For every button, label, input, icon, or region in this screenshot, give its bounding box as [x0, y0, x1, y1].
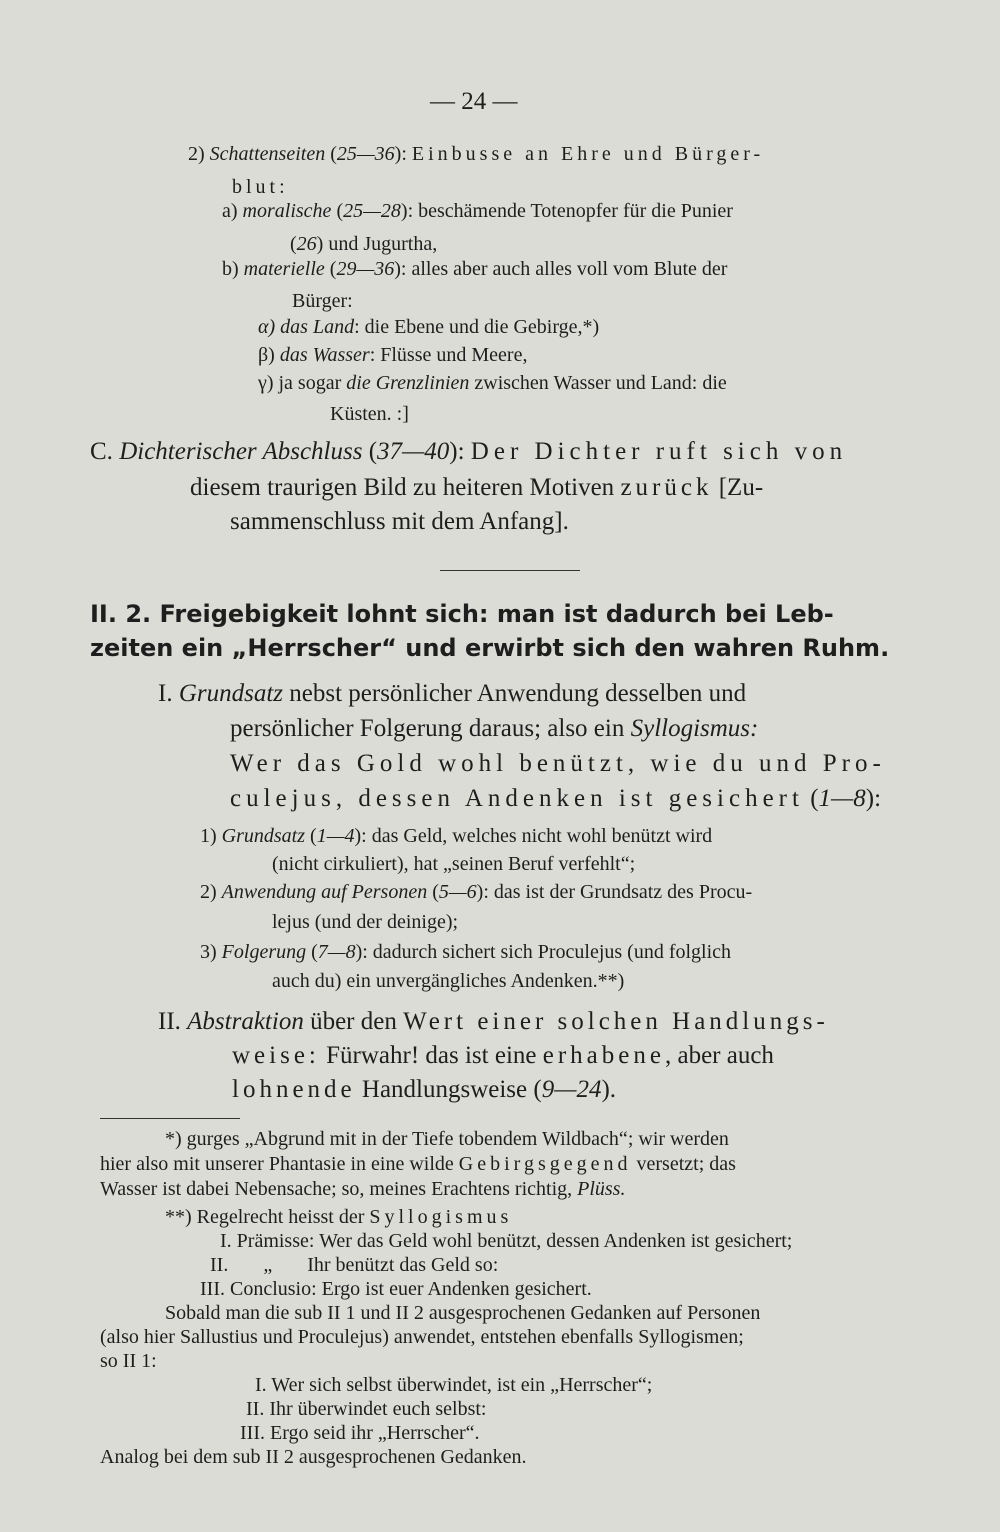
text-run: nebst persönlicher Anwendung desselben und: [283, 680, 747, 707]
text-line: [230, 715, 758, 743]
spaced-run: erhabene: [542, 1042, 665, 1069]
footnote-line: II. „ Ihr benützt das Geld so:: [210, 1254, 499, 1276]
italic-run: Abstraktion: [187, 1008, 304, 1035]
italic-run: 5—6: [438, 881, 477, 903]
section-heading: zeiten ein „Herrscher“ und erwirbt sich den wahren Ruhm.: [90, 634, 890, 662]
text-run: β): [258, 344, 280, 366]
italic-run: 37—40: [377, 438, 450, 465]
text-line: [258, 344, 527, 367]
text-line: [158, 1008, 829, 1036]
spaced-run: culejus, dessen Andenken ist gesichert: [230, 785, 804, 812]
text-run: ) und Jugurtha,: [316, 233, 438, 255]
page-number: — 24 —: [430, 88, 518, 115]
text-run: zwischen Wasser und Land: die: [469, 372, 727, 394]
text-run: ):: [865, 785, 882, 812]
text-line: [258, 316, 599, 339]
text-run: **) Regelrecht heisst der: [165, 1206, 370, 1228]
text-run: (: [324, 258, 337, 280]
footnote-line: Analog bei dem sub II 2 ausgesprochenen Gedanken.: [100, 1446, 527, 1468]
text-run: C.: [90, 438, 120, 465]
italic-run: 29—36: [336, 258, 395, 280]
spaced-run: Der Dichter ruft sich von: [470, 438, 848, 465]
text-run: ).: [601, 1076, 617, 1103]
text-run: b): [222, 258, 244, 280]
text-line: [258, 372, 727, 395]
text-run: ): das Geld, welches nicht wohl benützt wird: [354, 825, 713, 847]
text-run: versetzt; das: [631, 1153, 736, 1175]
footnote-line: [165, 1206, 512, 1229]
text-line: [230, 785, 881, 813]
section-divider: [440, 570, 580, 571]
text-line: [90, 438, 847, 466]
text-line: Küsten. :]: [330, 403, 409, 425]
text-line: [232, 1076, 616, 1104]
footnote-line: [100, 1178, 625, 1201]
text-line: Bürger:: [292, 290, 353, 312]
italic-run: Grundsatz: [178, 680, 284, 707]
text-run: (: [427, 881, 439, 903]
footnote-line: II. Ihr überwindet euch selbst:: [246, 1398, 487, 1420]
text-run: : die Ebene und die Gebirge,*): [354, 316, 600, 338]
italic-run: 7—8: [317, 941, 356, 963]
text-run: ): dadurch sichert sich Proculejus (und folglich: [355, 941, 732, 963]
italic-run: α): [258, 316, 281, 338]
text-line: [290, 233, 437, 256]
footnote-line: III. Ergo seid ihr „Herrscher“.: [240, 1422, 480, 1444]
text-run: a): [222, 200, 243, 222]
text-run: (: [305, 825, 317, 847]
spaced-run: lohnende: [232, 1076, 356, 1103]
italic-run: Anwendung auf Personen: [221, 881, 428, 903]
italic-run: die Grenzlinien: [346, 372, 470, 394]
italic-run: Dichterischer Abschluss: [119, 438, 363, 465]
text-run: über den: [303, 1008, 404, 1035]
text-run: γ) ja sogar: [258, 372, 347, 394]
text-run: ):: [394, 143, 412, 165]
section-heading: II. 2. Freigebigkeit lohnt sich: man ist dadurch bei Leb-: [90, 600, 834, 628]
italic-run: 1—8: [818, 785, 866, 812]
italic-run: 1—4: [316, 825, 355, 847]
text-run: , aber auch: [664, 1042, 774, 1069]
text-line: [190, 474, 763, 502]
text-run: I.: [158, 680, 179, 707]
footnote-line: (also hier Sallustius und Proculejus) anwendet, entstehen ebenfalls Syllogismen;: [100, 1326, 744, 1348]
spaced-run: weise:: [232, 1042, 320, 1069]
footnote-line: III. Conclusio: Ergo ist euer Andenken gesichert.: [200, 1278, 592, 1300]
italic-run: 25—28: [343, 200, 401, 222]
text-line: [158, 680, 746, 708]
text-run: persönlicher Folgerung daraus; also ein: [230, 715, 631, 742]
footnote-line: Sobald man die sub II 1 und II 2 ausgesprochenen Gedanken auf Personen: [165, 1302, 761, 1324]
footnote-divider: [100, 1118, 240, 1119]
spaced-run: zurück: [620, 474, 713, 501]
text-run: ): das ist der Grundsatz des Procu-: [476, 881, 753, 903]
text-run: 1): [200, 825, 222, 847]
text-run: [Zu-: [712, 474, 764, 501]
footnote-line: *) gurges „Abgrund mit in der Tiefe tobendem Wildbach“; wir werden: [165, 1128, 729, 1150]
text-run: (: [325, 143, 337, 165]
italic-run: 25—36: [336, 143, 395, 165]
italic-run: das Wasser: [279, 344, 370, 366]
text-line: auch du) ein unvergängliches Andenken.**): [272, 970, 625, 992]
footnote-line: I. Wer sich selbst überwindet, ist ein „Herrscher“;: [255, 1374, 653, 1396]
text-run: II.: [158, 1008, 188, 1035]
text-line: blut:: [232, 176, 289, 198]
footnote-line: so II 1:: [100, 1350, 157, 1372]
text-run: ): alles aber auch alles voll vom Blute der: [394, 258, 728, 280]
italic-run: 9—24: [541, 1076, 602, 1103]
text-run: (: [306, 941, 318, 963]
text-run: (: [362, 438, 378, 465]
footnote-line: I. Prämisse: Wer das Geld wohl benützt, dessen Andenken ist gesichert;: [220, 1230, 793, 1252]
text-run: diesem traurigen Bild zu heiteren Motiven: [190, 474, 621, 501]
italic-run: Plüss.: [577, 1178, 626, 1200]
text-run: (: [331, 200, 344, 222]
text-line: (nicht cirkuliert), hat „seinen Beruf verfehlt“;: [272, 853, 636, 875]
spaced-run: Syllogismus: [369, 1206, 513, 1228]
italic-run: 26: [296, 233, 317, 255]
spaced-run: Einbusse an Ehre und Bürger-: [411, 143, 765, 165]
text-run: 2): [188, 143, 210, 165]
italic-run: Syllogismus:: [630, 715, 759, 742]
text-line: [222, 258, 727, 281]
footnote-line: [100, 1153, 736, 1176]
text-run: Wasser ist dabei Nebensache; so, meines Erachtens richtig,: [100, 1178, 578, 1200]
text-run: (: [290, 233, 297, 255]
text-run: 3): [200, 941, 222, 963]
text-run: Fürwahr! das ist eine: [319, 1042, 543, 1069]
text-line: Wer das Gold wohl benützt, wie du und Pro-: [230, 750, 886, 777]
text-run: ):: [449, 438, 471, 465]
italic-run: das Land: [280, 316, 355, 338]
spaced-run: Wert einer solchen Handlungs-: [403, 1008, 829, 1035]
text-line: [188, 143, 764, 166]
text-run: ): beschämende Totenopfer für die Punier: [400, 200, 733, 222]
text-line: sammenschluss mit dem Anfang].: [230, 508, 569, 535]
text-run: (: [803, 785, 819, 812]
text-run: : Flüsse und Meere,: [369, 344, 528, 366]
text-line: [200, 941, 731, 964]
text-line: [232, 1042, 774, 1070]
text-line: lejus (und der deinige);: [272, 911, 459, 933]
text-run: 2): [200, 881, 222, 903]
text-line: [222, 200, 733, 223]
text-line: [200, 825, 712, 848]
text-line: [200, 881, 752, 904]
italic-run: moralische: [242, 200, 332, 222]
italic-run: Folgerung: [221, 941, 307, 963]
text-run: hier also mit unserer Phantasie in eine wilde: [100, 1153, 459, 1175]
italic-run: materielle: [243, 258, 325, 280]
italic-run: Grundsatz: [221, 825, 306, 847]
text-run: Handlungsweise (: [355, 1076, 542, 1103]
italic-run: Schattenseiten: [209, 143, 326, 165]
spaced-run: Gebirgsgegend: [458, 1153, 632, 1175]
